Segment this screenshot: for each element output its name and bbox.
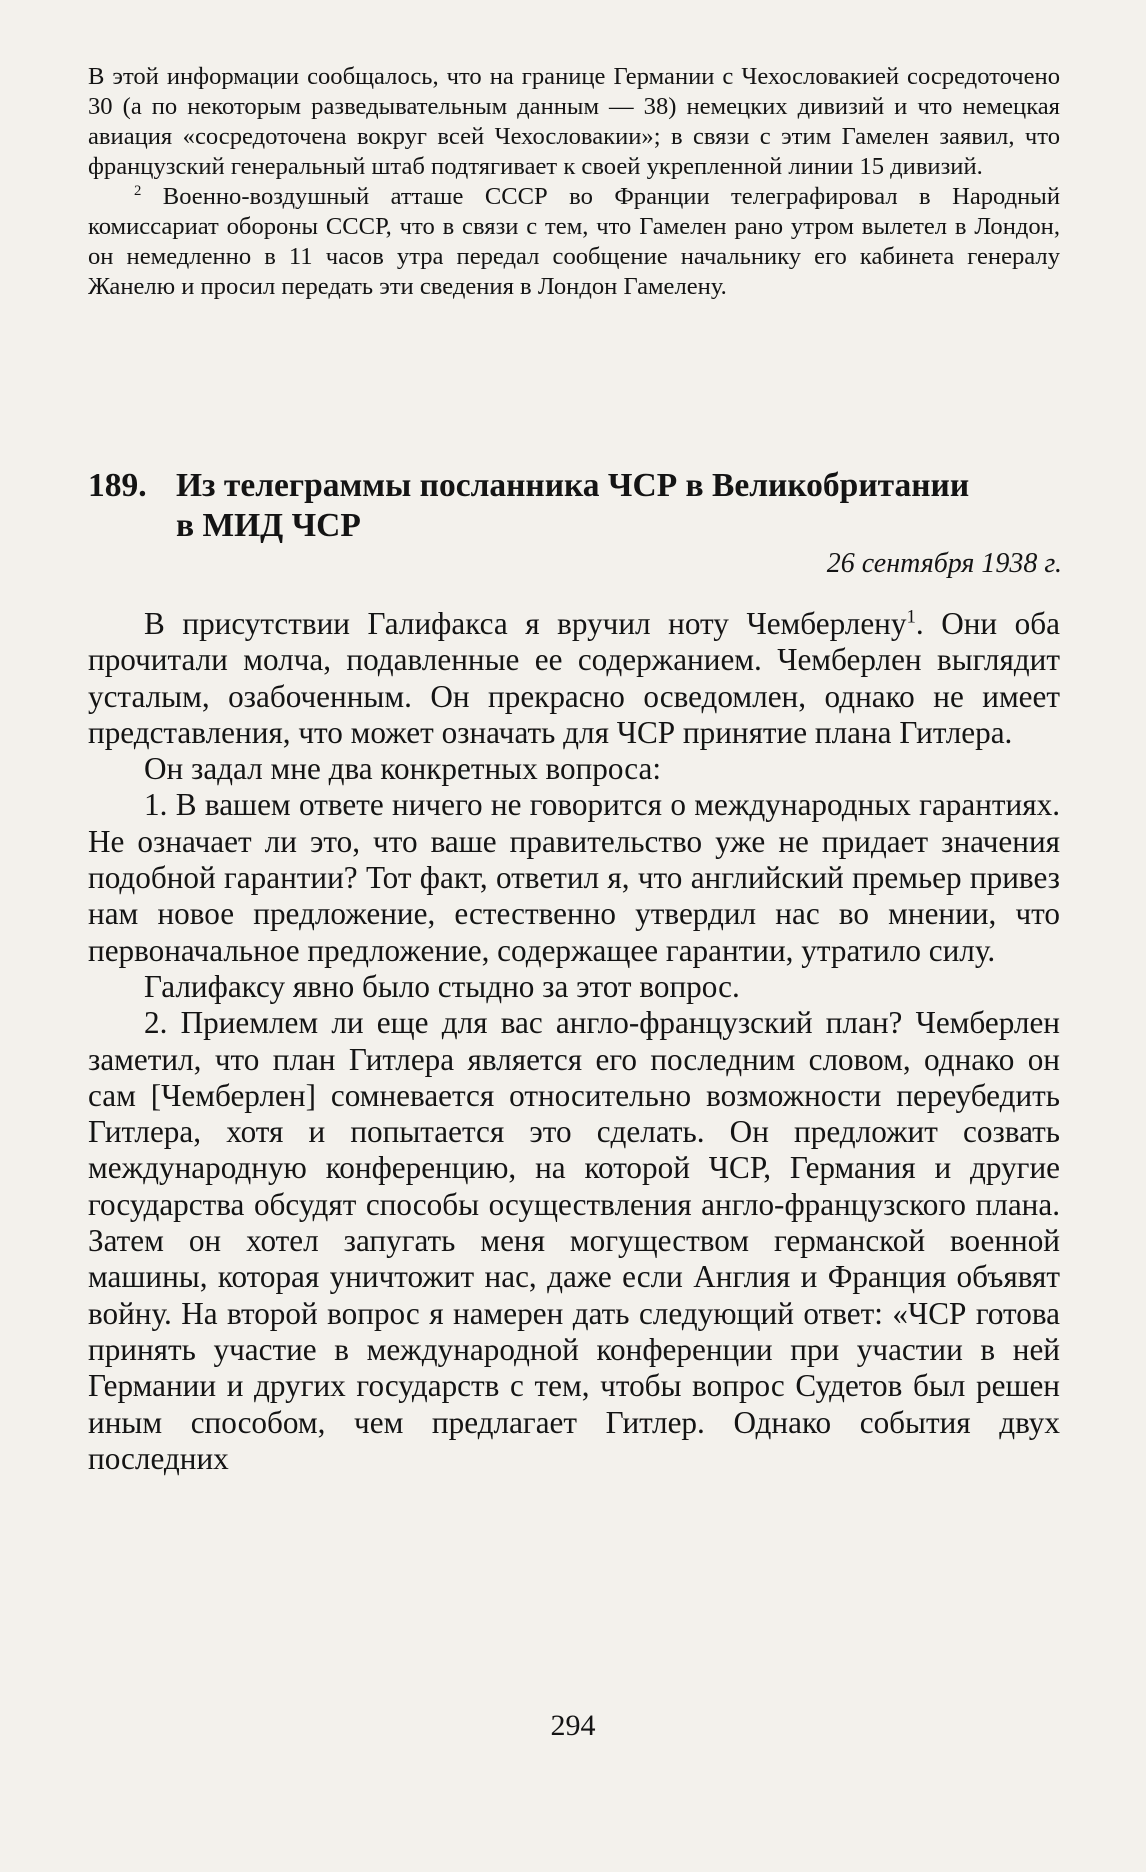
footnote-1: В этой информации сообщалось, что на границе Германии с Чехословакией сосредоточено 30 (а по некоторым разведывательным данным — 38) немецких дивизий и что немецкая авиация «сосредоточена вокруг всей Чехословакии»; в связи с этим Гамелен заявил, что французский генеральный штаб подтягивает к своей укрепленной линии 15 дивизий. bbox=[88, 63, 1060, 180]
paragraph: 2. Приемлем ли еще для вас англо-французский план? Чемберлен заметил, что план Гитлера является его последним словом, однако он сам [Чемберлен] сомневается относительно возможности переубедить Гитлера, хотя и попытается это сделать. Он предложит созвать международную конференцию, на которой ЧСР, Германия и другие государства обсудят способы осуществления англо-французского плана. Затем он хотел запугать меня могуществом германской военной машины, которая уничтожит нас, даже если Англия и Франция объявят войну. На второй вопрос я намерен дать следующий ответ: «ЧСР готова принять участие в международной конференции при участии в ней Германии и других государств с тем, чтобы вопрос Судетов был решен иным способом, чем предлагает Гитлер. Однако события двух последних bbox=[88, 1005, 1060, 1476]
title-line-2: в МИД ЧСР bbox=[176, 507, 361, 544]
paragraph: Галифаксу явно было стыдно за этот вопрос. bbox=[144, 968, 740, 1004]
page-number: 294 bbox=[550, 1709, 596, 1742]
document-number: 189. bbox=[88, 467, 147, 504]
document-body bbox=[88, 606, 1060, 1477]
paragraph: В присутствии Галифакса я вручил ноту Чемберлену$^1$. Они оба прочитали молча, подавленные ее содержанием. Чемберлен выглядит усталым, озабоченным. Он прекрасно осведомлен, однако не имеет представления, что может означать для ЧСР принятие плана Гитлера. bbox=[88, 606, 1060, 750]
paragraph: 1. В вашем ответе ничего не говорится о международных гарантиях. Не означает ли это, что ваше правительство уже не придает значения подобной гарантии? Тот факт, ответил я, что английский премьер привез нам новое предложение, естественно утвердил нас во мнении, что первоначальное предложение, содержащее гарантии, утратило силу. bbox=[88, 787, 1060, 968]
document-date: 26 сентября 1938 г. bbox=[826, 548, 1062, 579]
footnote-2: $^2$ Военно-воздушный атташе СССР во Франции телеграфировал в Народный комиссариат обороны СССР, что в связи с тем, что Гамелен рано утром вылетел в Лондон, он немедленно в 11 часов утра передал сообщение начальнику его кабинета генералу Жанелю и просил передать эти сведения в Лондон Гамелену. bbox=[88, 182, 1060, 300]
document-title bbox=[88, 466, 1068, 546]
title-line-1: Из телеграммы посланника ЧСР в Великобритании bbox=[176, 467, 970, 504]
paragraph: Он задал мне два конкретных вопроса: bbox=[144, 751, 661, 787]
footnotes bbox=[88, 62, 1060, 302]
